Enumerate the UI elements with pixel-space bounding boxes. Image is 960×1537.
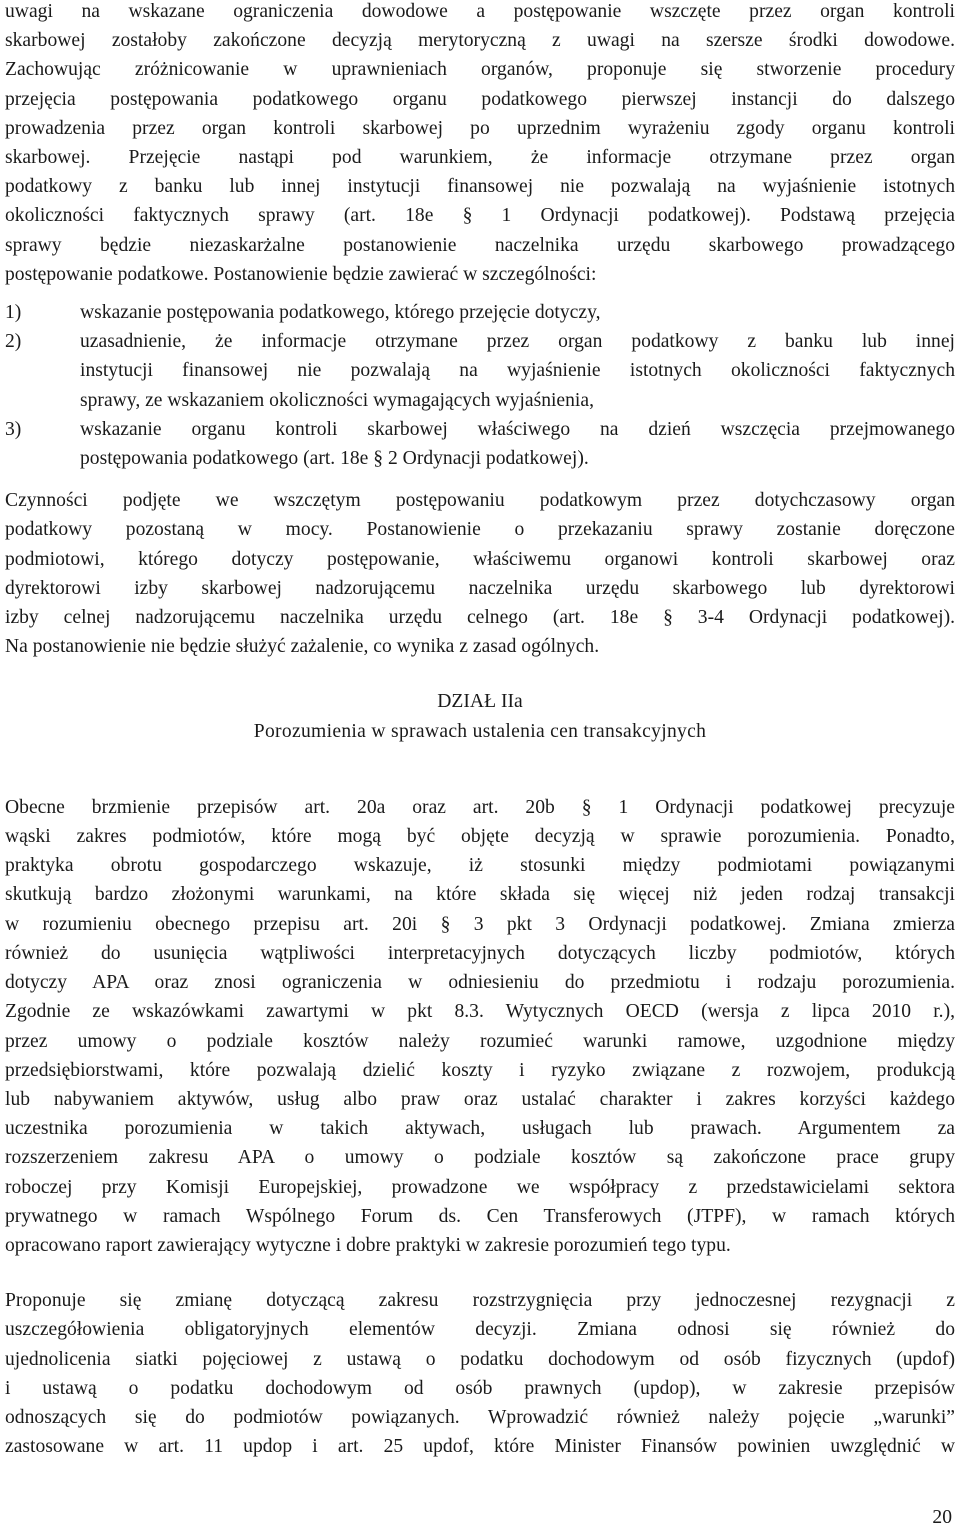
paragraph-4	[5, 1286, 955, 1461]
text-line: prywatnego w ramach Wspólnego Forum ds. Cen Transferowych (JTPF), w ramach których	[5, 1205, 955, 1227]
text-line: wąski zakres podmiotów, które mogą być objęte decyzją w sprawie porozumienia. Ponadto,	[5, 826, 955, 848]
text-line: Zachowując zróżnicowanie w uprawnieniach organów, proponuje się stworzenie procedury	[5, 59, 955, 81]
text-line: postępowania podatkowego (art. 18e § 2 Ordynacji podatkowej).	[80, 448, 589, 470]
text-line: skutkują bardzo złożonymi warunkami, na które składa się więcej niż jeden rodzaj transakcji	[5, 884, 955, 906]
text-line: lub nabywaniem aktywów, usług albo praw oraz ustalać charakter i zakres korzyści każdego	[5, 1088, 955, 1110]
text-line: izby celnej nadzorującemu naczelnika urzędu celnego (art. 18e § 3-4 Ordynacji podatkowej).	[5, 607, 955, 629]
document-page	[5, 0, 955, 1461]
text-line: Na postanowienie nie będzie służyć zażalenie, co wynika z zasad ogólnych.	[5, 636, 600, 658]
text-line: Czynności podjęte we wszczętym postępowaniu podatkowym przez dotychczasowy organ	[5, 490, 955, 512]
text-line: postępowanie podatkowe. Postanowienie będzie zawierać w szczególności:	[5, 263, 597, 285]
text-line: uczestnika porozumienia w takich aktywach, usługach lub prawach. Argumentem za	[5, 1118, 955, 1140]
list-number: 2)	[5, 331, 22, 353]
text-line: wskazanie postępowania podatkowego, którego przejęcie dotyczy,	[80, 302, 601, 324]
text-line: przejęcia postępowania podatkowego organu podatkowego pierwszej instancji do dalszego	[5, 88, 955, 110]
text-line: podatkowy pozostaną w mocy. Postanowienie o przekazaniu sprawy zostanie doręczone	[5, 519, 955, 541]
list-item	[5, 327, 955, 415]
text-line: sprawy będzie niezaskarżalne postanowienie naczelnika urzędu skarbowego prowadzącego	[5, 234, 955, 256]
text-line: odnoszących się do podmiotów powiązanych. Wprowadzić również należy pojęcie „warunki”	[5, 1406, 955, 1428]
list-item	[5, 298, 955, 327]
text-line: dotyczy APA oraz znosi ograniczenia w odniesieniu do przedmiotu i rodzaju porozumienia.	[5, 972, 955, 994]
text-line: w rozumieniu obecnego przepisu art. 20i § 3 pkt 3 Ordynacji podatkowej. Zmiana zmierza	[5, 913, 955, 935]
text-line: Obecne brzmienie przepisów art. 20a oraz art. 20b § 1 Ordynacji podatkowej precyzuje	[5, 796, 955, 818]
text-line: zastosowane w art. 11 updop i art. 25 updof, które Minister Finansów powinien uwzględnić w	[5, 1436, 955, 1458]
text-line: praktyka obrotu gospodarczego wskazuje, iż stosunki między podmiotami powiązanymi	[5, 855, 955, 877]
text-line: podatkowy z banku lub innej instytucji finansowej nie pozwalają na wyjaśnienie istotnych	[5, 176, 955, 198]
paragraph-2	[5, 486, 955, 661]
paragraph-3	[5, 793, 955, 1260]
paragraph-1	[5, 0, 955, 289]
text-line: uzasadnienie, że informacje otrzymane przez organ podatkowy z banku lub innej	[80, 331, 955, 353]
section-title: DZIAŁ IIa	[437, 691, 523, 713]
text-line: wskazanie organu kontroli skarbowej właściwego na dzień wszczęcia przejmowanego	[80, 418, 955, 440]
numbered-list	[5, 298, 955, 473]
text-line: przez umowy o podziale kosztów należy rozumieć warunki ramowe, uzgodnione między	[5, 1030, 955, 1052]
list-number: 3)	[5, 418, 22, 440]
list-number: 1)	[5, 302, 22, 324]
page-number: 20	[932, 1507, 952, 1528]
text-line: okoliczności faktycznych sprawy (art. 18e § 1 Ordynacji podatkowej). Podstawą przejęcia	[5, 205, 955, 227]
text-line: podmiotowi, którego dotyczy postępowanie, właściwemu organowi kontroli skarbowej oraz	[5, 548, 955, 570]
list-item	[5, 415, 955, 473]
text-line: sprawy, ze wskazaniem okoliczności wymagających wyjaśnienia,	[80, 389, 594, 411]
text-line: instytucji finansowej nie pozwalają na wyjaśnienie istotnych okoliczności faktycznych	[80, 360, 955, 382]
text-line: skarbowej. Przejęcie nastąpi pod warunkiem, że informacje otrzymane przez organ	[5, 147, 955, 169]
text-line: prowadzenia przez organ kontroli skarbowej po uprzednim wyrażeniu zgody organu kontroli	[5, 117, 955, 139]
text-line: przedsiębiorstwami, które pozwalają dzielić koszty i ryzyko związane z rozwojem, produkcją	[5, 1059, 955, 1081]
text-line: i ustawą o podatku dochodowym od osób prawnych (updop), w zakresie przepisów	[5, 1377, 955, 1399]
text-line: roboczej przy Komisji Europejskiej, prowadzone we współpracy z przedstawicielami sektora	[5, 1176, 955, 1198]
text-line: opracowano raport zawierający wytyczne i dobre praktyki w zakresie porozumień tego typu.	[5, 1234, 731, 1256]
text-line: dyrektorowi izby skarbowej nadzorującemu naczelnika urzędu skarbowego lub dyrektorowi	[5, 577, 955, 599]
section-subtitle: Porozumienia w sprawach ustalenia cen transakcyjnych	[253, 720, 707, 742]
text-line: rozszerzeniem zakresu APA o umowy o podziale kosztów są zakończone prace grupy	[5, 1147, 955, 1169]
text-line: Proponuje się zmianę dotyczącą zakresu rozstrzygnięcia przy jednoczesnej rezygnacji z	[5, 1290, 955, 1312]
text-line: uszczegółowienia obligatoryjnych elementów decyzji. Zmiana odnosi się również do	[5, 1319, 955, 1341]
text-line: ujednolicenia siatki pojęciowej z ustawą o podatku dochodowym od osób fizycznych (updof)	[5, 1348, 955, 1370]
text-line: również do usunięcia wątpliwości interpretacyjnych dotyczących liczby podmiotów, których	[5, 942, 955, 964]
text-line: skarbowej zostałoby zakończone decyzją merytoryczną z uwagi na szersze środki dowodowe.	[5, 30, 955, 52]
text-line: uwagi na wskazane ograniczenia dowodowe a postępowanie wszczęte przez organ kontroli	[5, 1, 955, 22]
text-line: Zgodnie ze wskazówkami zawartymi w pkt 8.3. Wytycznych OECD (wersja z lipca 2010 r.),	[5, 1001, 955, 1023]
